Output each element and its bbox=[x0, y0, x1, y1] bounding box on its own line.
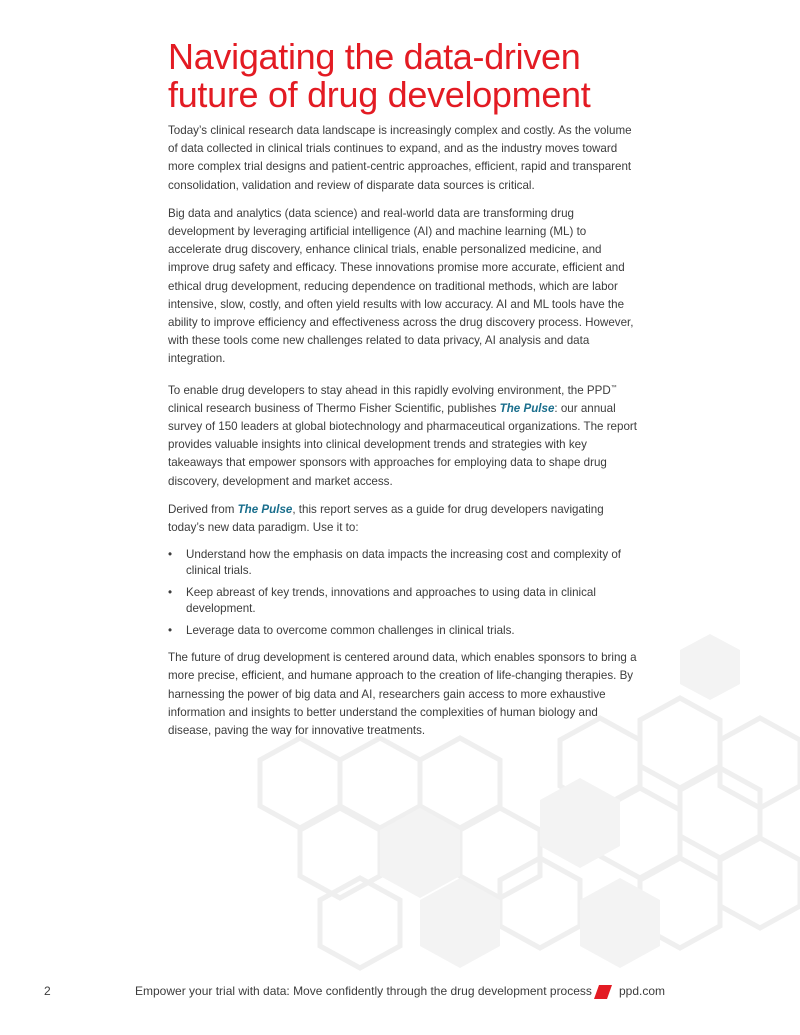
bullet-list bbox=[168, 547, 638, 639]
conclusion-paragraph: The future of drug development is centered around data, which enables sponsors to bring a more precise, efficient, and humane approach to the creation of life-changing therapies. By harnessing the power of big data and AI, researchers gain access to more exhaustive information and insights to better understand the complexities of human biology and disease, paving the way for innovative treatments. bbox=[168, 651, 637, 738]
list-item bbox=[168, 547, 638, 579]
page-number: 2 bbox=[44, 984, 51, 998]
footer-tagline: Empower your trial with data: Move confidently through the drug development process bbox=[135, 984, 592, 998]
derived-paragraph bbox=[168, 501, 638, 537]
list-item-text: Leverage data to overcome common challenges in clinical trials. bbox=[186, 624, 515, 638]
the-pulse-paragraph bbox=[168, 379, 638, 491]
pulse-text-3: : our annual survey of 150 leaders at global biotechnology and pharmaceutical organizations. The report provides valuable insights into clinical development trends and strategies with key takeaways that empower sponsors with approaches for employing data to shape drug discovery, development and market access. bbox=[168, 401, 637, 488]
list-item-text: Understand how the emphasis on data impacts the increasing cost and complexity of clinical trials. bbox=[186, 548, 622, 578]
list-item bbox=[168, 585, 638, 617]
pulse-text-1: To enable drug developers to stay ahead in this rapidly evolving environment, the PPD bbox=[168, 383, 611, 397]
intro-paragraph: Today’s clinical research data landscape is increasingly complex and costly. As the volume of data collected in clinical trials continues to expand, and as the industry moves toward more complex trial designs and patient-centric approaches, efficient, rapid and transparent consolidation, validation and review of disparate data sources is critical. bbox=[168, 124, 632, 192]
website-link[interactable]: ppd.com bbox=[619, 984, 666, 998]
bullet-icon: • bbox=[168, 586, 173, 600]
bullet-icon: • bbox=[168, 548, 173, 562]
bullet-icon: • bbox=[168, 624, 173, 638]
derived-text-2: , this report serves as a guide for drug developers navigating today’s new data paradigm. Use it to: bbox=[168, 502, 604, 535]
trademark-symbol: ™ bbox=[610, 384, 617, 391]
page-footer bbox=[0, 984, 800, 1002]
the-pulse-link-2[interactable]: The Pulse bbox=[237, 502, 293, 516]
derived-text-1: Derived from bbox=[168, 502, 238, 516]
list-item bbox=[168, 623, 638, 639]
main-content bbox=[168, 38, 638, 750]
brand-slash-icon bbox=[594, 985, 612, 999]
list-item-text: Keep abreast of key trends, innovations and approaches to using data in clinical development. bbox=[186, 586, 596, 616]
pulse-text-2: clinical research business of Thermo Fisher Scientific, publishes bbox=[168, 401, 500, 415]
the-pulse-link[interactable]: The Pulse bbox=[499, 401, 555, 415]
page-title: Navigating the data-driven future of drug development bbox=[168, 36, 591, 115]
big-data-paragraph: Big data and analytics (data science) and real-world data are transforming drug development by leveraging artificial intelligence (AI) and machine learning (ML) to accelerate drug discovery, enhance clinical trials, enable personalized medicine, and improve drug safety and efficacy. These innovations promise more accurate, efficient and ethical drug development, reducing dependence on traditional methods, which are labor intensive, slow, costly, and often yield results with low accuracy. AI and ML tools have the ability to improve efficiency and effectiveness across the drug discovery process. However, with these tools come new challenges related to data privacy, AI analysis and data integration. bbox=[168, 206, 634, 366]
